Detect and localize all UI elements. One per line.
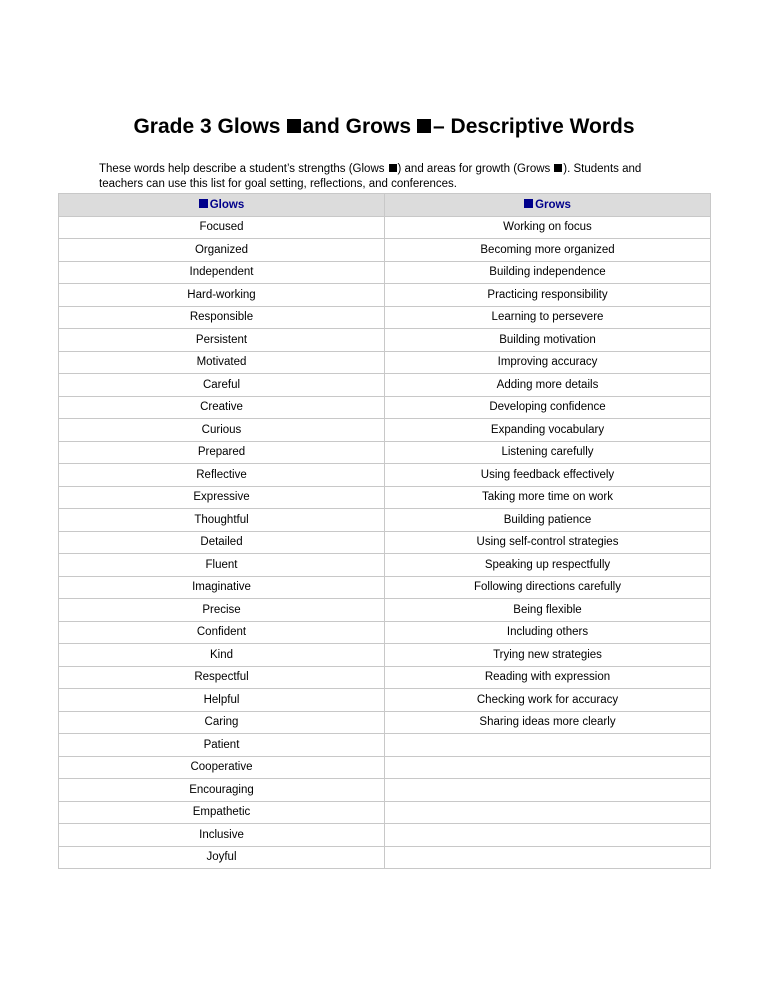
grows-square-icon (554, 164, 562, 172)
grows-cell: Improving accuracy (385, 351, 711, 374)
table-row (59, 239, 711, 262)
grows-cell (385, 756, 711, 779)
intro-paragraph (99, 162, 679, 192)
glows-column-header (59, 194, 385, 217)
grows-cell: Developing confidence (385, 396, 711, 419)
glows-cell: Hard-working (59, 284, 385, 307)
glows-cell: Kind (59, 644, 385, 667)
intro-text-3: ). Students and teachers can use this list for goal setting, reflections, and conferences. (99, 162, 642, 190)
grows-cell: Being flexible (385, 599, 711, 622)
grows-cell: Sharing ideas more clearly (385, 711, 711, 734)
table-body (59, 216, 711, 869)
grows-cell (385, 734, 711, 757)
grows-cell (385, 824, 711, 847)
grows-column-header (385, 194, 711, 217)
glows-header-label: Glows (209, 198, 245, 211)
table-row (59, 644, 711, 667)
table-row (59, 531, 711, 554)
grows-cell: Trying new strategies (385, 644, 711, 667)
table-row (59, 599, 711, 622)
table-row (59, 374, 711, 397)
glows-cell: Imaginative (59, 576, 385, 599)
table-row (59, 486, 711, 509)
grows-cell: Listening carefully (385, 441, 711, 464)
grows-cell: Reading with expression (385, 666, 711, 689)
intro-text-2: ) and areas for growth (Grows (397, 162, 551, 175)
table-row (59, 509, 711, 532)
glows-cell: Focused (59, 216, 385, 239)
table-row (59, 396, 711, 419)
glows-square-icon (389, 164, 397, 172)
glows-cell: Responsible (59, 306, 385, 329)
glows-cell: Creative (59, 396, 385, 419)
table-row (59, 464, 711, 487)
glows-cell: Inclusive (59, 824, 385, 847)
glows-cell: Caring (59, 711, 385, 734)
glows-cell: Independent (59, 261, 385, 284)
glows-cell: Cooperative (59, 756, 385, 779)
grows-cell: Using self-control strategies (385, 531, 711, 554)
title-text-grows: and Grows (302, 115, 412, 139)
table-row (59, 734, 711, 757)
grows-cell: Speaking up respectfully (385, 554, 711, 577)
table-row (59, 216, 711, 239)
grows-cell: Adding more details (385, 374, 711, 397)
page-title (0, 114, 768, 140)
table-row (59, 621, 711, 644)
glows-cell: Empathetic (59, 801, 385, 824)
glows-cell: Confident (59, 621, 385, 644)
grows-cell: Taking more time on work (385, 486, 711, 509)
header-row (59, 194, 711, 217)
glows-cell: Careful (59, 374, 385, 397)
table-row (59, 329, 711, 352)
glows-cell: Prepared (59, 441, 385, 464)
grows-cell: Learning to persevere (385, 306, 711, 329)
words-table (58, 193, 711, 869)
table-row (59, 284, 711, 307)
grows-cell: Practicing responsibility (385, 284, 711, 307)
grows-cell: Using feedback effectively (385, 464, 711, 487)
grows-header-label: Grows (535, 198, 571, 211)
table-row (59, 689, 711, 712)
grows-cell: Becoming more organized (385, 239, 711, 262)
glows-square-icon (199, 199, 208, 208)
glows-cell: Motivated (59, 351, 385, 374)
grows-square-icon (524, 199, 533, 208)
glows-cell: Respectful (59, 666, 385, 689)
table-row (59, 779, 711, 802)
glows-cell: Persistent (59, 329, 385, 352)
glows-cell: Detailed (59, 531, 385, 554)
table-row (59, 711, 711, 734)
grows-cell (385, 801, 711, 824)
table-row (59, 846, 711, 869)
glows-cell: Reflective (59, 464, 385, 487)
table-row (59, 801, 711, 824)
title-text-glows: Grade 3 Glows (133, 115, 281, 139)
grows-cell: Building patience (385, 509, 711, 532)
glows-cell: Encouraging (59, 779, 385, 802)
grows-cell: Following directions carefully (385, 576, 711, 599)
glows-cell: Thoughtful (59, 509, 385, 532)
glows-cell: Precise (59, 599, 385, 622)
table-row (59, 419, 711, 442)
glows-cell: Helpful (59, 689, 385, 712)
glows-cell: Patient (59, 734, 385, 757)
intro-text-1: These words help describe a student’s strengths (Glows (99, 162, 385, 175)
table-row (59, 261, 711, 284)
table-row (59, 666, 711, 689)
glows-cell: Curious (59, 419, 385, 442)
grows-cell: Working on focus (385, 216, 711, 239)
glows-cell: Organized (59, 239, 385, 262)
table-row (59, 441, 711, 464)
table-row (59, 351, 711, 374)
glows-cell: Joyful (59, 846, 385, 869)
glows-cell: Fluent (59, 554, 385, 577)
table-row (59, 576, 711, 599)
table-row (59, 756, 711, 779)
grows-cell: Building independence (385, 261, 711, 284)
glows-square-icon (287, 119, 301, 133)
table-row (59, 306, 711, 329)
grows-cell: Expanding vocabulary (385, 419, 711, 442)
grows-square-icon (417, 119, 431, 133)
grows-cell (385, 846, 711, 869)
title-text-rest: – Descriptive Words (433, 115, 635, 139)
grows-cell: Building motivation (385, 329, 711, 352)
grows-cell: Checking work for accuracy (385, 689, 711, 712)
table-row (59, 554, 711, 577)
table-row (59, 824, 711, 847)
glows-cell: Expressive (59, 486, 385, 509)
grows-cell: Including others (385, 621, 711, 644)
grows-cell (385, 779, 711, 802)
